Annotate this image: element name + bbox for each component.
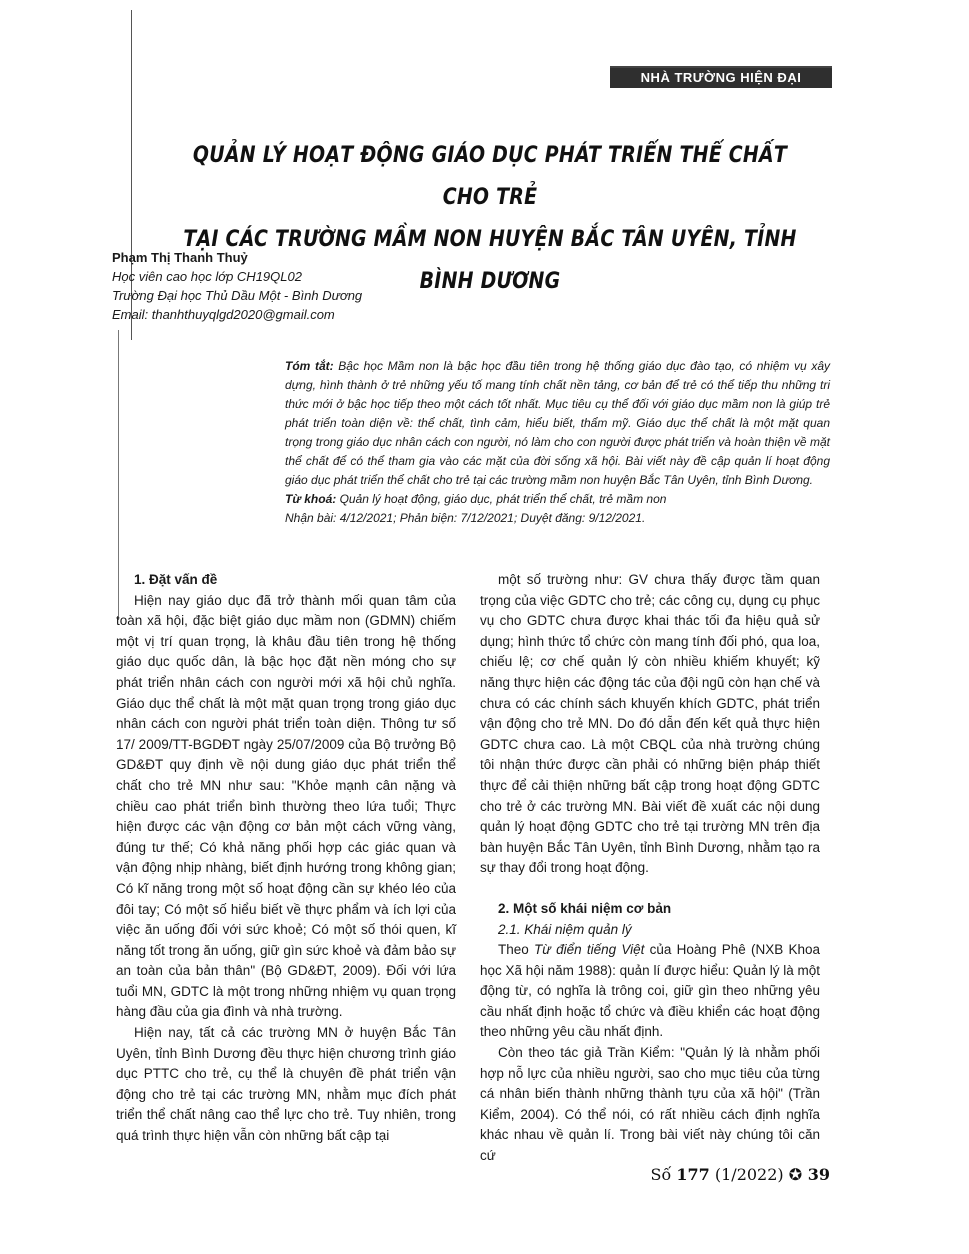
left-column: [116, 570, 456, 1147]
issue-prefix: Số: [650, 1165, 677, 1184]
page-number: 39: [802, 1165, 830, 1184]
abstract-body: [285, 357, 830, 490]
author-email: Email: thanhthuyqlgd2020@gmail.com: [112, 307, 335, 322]
paragraph-rest: của Hoàng Phê (NXB Khoa học Xã hội năm 1988): quản lí được hiểu: Quản lý là một động từ, có nghĩa là trông coi, giữ gìn theo những yêu cầu nhất định hoặc tổ chức và điều khiển các hoạt động theo những yêu cầu nhất định.: [480, 942, 821, 1040]
issue-date: (1/2022): [709, 1165, 789, 1184]
section-heading-2: 2. Một số khái niệm cơ bản: [498, 900, 672, 916]
abstract-text: Bậc học Mầm non là bậc học đầu tiên trong hệ thống giáo dục đào tạo, có nhiệm vụ xây dựng, hình thành ở trẻ những yếu tố mang tính chất nền tảng, cơ bản để trẻ có thể tiếp thu những tri thức mới ở bậc học tiếp theo một cách tốt nhất. Mục tiêu cụ thể đối với giáo dục mầm non là giúp trẻ phát triển toàn diện về: thể chất, tình cảm, hiểu biết, thẩm mỹ. Giáo dục thể chất là một mặt quan trọng trong giáo dục nhân cách con người, nó làm cho con người được phát triển và hoàn thiện về mặt thể chất để có thể tham gia vào các mặt của đời sống xã hội. Bài viết này đề cập quản lí hoạt động giáo dục phát triển thể chất cho trẻ tại các trường mầm non huyện Bắc Tân Uyên, tỉnh Bình Dương.: [285, 359, 830, 487]
book-title: Từ điển tiếng Việt: [534, 942, 645, 958]
author-block: [112, 248, 362, 324]
right-column: [480, 570, 820, 1167]
paragraph: Còn theo tác giả Trần Kiểm: "Quản lý là nhằm phối hợp nỗ lực của nhiều người, sao cho mục tiêu của từng cá nhân biến thành những thành tựu của xã hội" (Trần Kiểm, 2004). Có thể nói, có rất nhiều cách định nghĩa khác nhau về quản lí. Trong bài viết này chúng tôi căn cứ: [480, 1045, 820, 1164]
author-affiliation-2: Trường Đại học Thủ Dầu Một - Bình Dương: [112, 288, 363, 303]
abstract: [285, 357, 830, 528]
title-line-2: TẠI CÁC TRƯỜNG MẦM NON HUYỆN BẮC TÂN UYÊN, TỈNH BÌNH DƯƠNG: [183, 227, 797, 294]
issue-number: 177: [676, 1165, 710, 1184]
paragraph: một số trường như: GV chưa thấy được tầm quan trọng của việc GDTC cho trẻ; các công cụ, dụng cụ phục vụ cho GDTC chưa được khai thác tối đa hiệu quả sử dụng; hình thức tổ chức còn mang tính đối phó, qua loa, chiếu lệ; cơ chế quản lý còn nhiều khiếm khuyết; kỹ năng thực hiện các động tác của đội ngũ còn hạn chế và chưa có các chính sách khuyến khích GDTC, phát triển vận động cho trẻ MN. Do đó dẫn đến kết quả thực hiện GDTC chưa cao. Là một CBQL của nhà trường chúng tôi nhận thức được cần phải có những biện pháp thiết thực để cải thiện những bất cập trong hoạt động GDTC cho trẻ ở các trường MN. Bài viết đề xuất các nội dung quản lý hoạt động GDTC cho trẻ tại trường MN trên địa bàn huyện Bắc Tân Uyên, tỉnh Bình Dương, nhằm tạo ra sự thay đổi trong hoạt động.: [480, 572, 820, 876]
subsection-heading: 2.1. Khái niệm quản lý: [498, 921, 632, 937]
bullet-icon: ✪: [788, 1165, 803, 1184]
paragraph: [480, 940, 820, 1043]
paragraph: Hiện nay giáo dục đã trở thành mối quan tâm của toàn xã hội, đặc biệt giáo dục mầm non (GDMN) chiếm một vị trí quan trọng, là khâu đầu tiên trong hệ thống giáo dục quốc dân, là bậc học đặt nền móng cho sự phát triển nhân cách con người mới xã hội chủ nghĩa. Giáo dục thể chất là một mặt quan trọng trong giáo dục nhân cách con người phát triển toàn diện. Thông tư số 17/ 2009/TT-BGDĐT ngày 25/07/2009 của Bộ trưởng Bộ GD&ĐT quy định về nội dung giáo dục phát triển thể chất cho trẻ MN như sau: "Khỏe mạnh cân nặng và chiều cao phát triển bình thường theo lứa tuổi; Thực hiện được các vận động cơ bản một cách vững vàng, đúng tư thế; Có khả năng phối hợp các giác quan và vận động nhịp nhàng, biết định hướng trong không gian; Có kĩ năng trong một số hoạt động cần sự khéo léo của đôi tay; Có một số hiểu biết về thực phẩm và ích lợi của việc ăn uống đối với sức khoẻ; Có một số thói quen, kĩ năng tốt trong ăn uống, giữ gìn sức khoẻ và đảm bảo sự an toàn của bản thân" (Bộ GD&ĐT, 2009). Đối với lứa tuổi MN, GDTC là một trong những nhiệm vụ quan trọng hàng đầu của gia đình và nhà trường.: [116, 592, 456, 1020]
article-dates: Nhận bài: 4/12/2021; Phản biện: 7/12/2021; Duyệt đăng: 9/12/2021.: [285, 511, 646, 525]
abstract-label: Tóm tắt:: [285, 359, 334, 373]
author-affiliation-1: Học viên cao học lớp CH19QL02: [112, 269, 302, 284]
spacer: [480, 879, 820, 899]
paragraph: Hiện nay, tất cả các trường MN ở huyện Bắc Tân Uyên, tỉnh Bình Dương đều thực hiện chương trình giáo dục PTTC cho trẻ, cụ thể là chuyên đề phát triển vận động cho trẻ tại các trường MN, nhằm mục đích phát triển thể chất nâng cao thể lực cho trẻ. Tuy nhiên, trong quá trình thực hiện vẫn còn những bất cập tại: [116, 1025, 456, 1144]
keywords-label: Từ khoá:: [285, 492, 337, 506]
keywords: [285, 490, 830, 509]
section-heading-1: 1. Đặt vấn đề: [134, 572, 218, 587]
page-footer: [590, 1165, 830, 1184]
keywords-text: Quản lý hoạt động, giáo dục, phát triển thể chất, trẻ mầm non: [336, 492, 667, 506]
section-tag: NHÀ TRƯỜNG HIỆN ĐẠI: [610, 68, 832, 88]
author-name: Phạm Thị Thanh Thuỷ: [112, 250, 248, 265]
title-line-1: QUẢN LÝ HOẠT ĐỘNG GIÁO DỤC PHÁT TRIỂN THỂ CHẤT CHO TRẺ: [192, 143, 788, 210]
paragraph-prefix: Theo: [498, 942, 535, 958]
